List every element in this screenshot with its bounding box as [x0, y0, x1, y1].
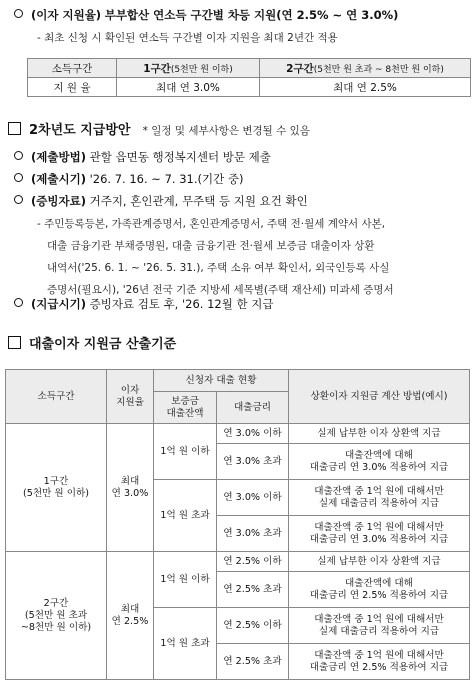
intro-item-label: (이자 지원율)	[31, 8, 102, 22]
document-list-line: 내역서('25. 6. 1. ~ '26. 5. 31.), 주택 소유 여부 확인서, 외국인등록 사실	[47, 262, 390, 274]
document-list-line: 증명서(필요시), '26년 전국 기준 지방세 세목별(주택 재산세) 미과세 증명서	[47, 284, 394, 296]
section2-item-text: 거주지, 혼인관계, 무주택 등 지원 요건 확인	[89, 194, 308, 208]
section2-item-label: (지급시기)	[31, 297, 86, 311]
header-rate-line: 지원율	[116, 396, 144, 408]
header-method: 상환이자 지원금 계산 방법(예시)	[289, 370, 470, 424]
table-row	[6, 424, 470, 444]
header-deposit-line: 보증금	[171, 395, 199, 407]
income-line: 1구간	[43, 475, 69, 487]
loan-rate-cell: 연 3.0% 이하	[217, 424, 289, 444]
section2-item-label: (증빙자료)	[31, 194, 86, 208]
method-line: 대출금리 연 3.0% 적용하여 지급	[309, 461, 449, 473]
section2-item	[14, 172, 243, 187]
method-line: 대출잔액에 대해	[345, 577, 413, 589]
circle-bullet-icon	[14, 195, 23, 204]
deposit-cell: 1억 원 초과	[154, 608, 217, 680]
square-bullet-icon	[8, 336, 21, 349]
method-cell	[289, 480, 470, 516]
circle-bullet-icon	[14, 173, 23, 182]
rate-cell	[107, 552, 154, 680]
section2-item-text: 증빙자료 검토 후, '26. 12월 한 지급	[89, 297, 274, 311]
section2-heading	[8, 122, 310, 139]
method-line: 대출잔액 중 1억 원에 대해서만	[314, 521, 444, 533]
table-row	[6, 552, 470, 572]
circle-bullet-icon	[14, 298, 23, 307]
method-cell	[289, 644, 470, 680]
header-bracket-1-name: 1구간	[143, 62, 171, 75]
loan-rate-cell: 연 3.0% 초과	[217, 516, 289, 552]
header-income-bracket: 소득구간	[28, 59, 117, 78]
method-cell	[289, 424, 470, 444]
method-line: 대출금리 연 2.5% 적용하여 지급	[309, 661, 449, 673]
loan-rate-cell: 연 2.5% 초과	[217, 644, 289, 680]
section2-item-text: 관할 읍면동 행정복지센터 방문 제출	[89, 150, 271, 164]
intro-sub-note: - 최초 신청 시 확인된 연소득 구간별 이자 지원을 최대 2년간 적용	[37, 32, 338, 44]
method-line: 실제 납부한 이자 상환액 지급	[317, 427, 441, 439]
section2-item	[14, 194, 308, 209]
header-bracket-2-range: (5천만 원 초과 ~ 8천만 원 이하)	[313, 64, 444, 75]
method-cell	[289, 572, 470, 608]
circle-bullet-icon	[14, 151, 23, 160]
loan-rate-cell: 연 2.5% 이하	[217, 608, 289, 644]
header-income: 소득구간	[6, 370, 107, 424]
subsidy-calculation-table	[5, 369, 470, 680]
header-bracket-1	[117, 59, 260, 78]
deposit-cell: 1억 원 초과	[154, 480, 217, 552]
header-deposit	[154, 392, 217, 424]
method-line: 대출금리 연 2.5% 적용하여 지급	[309, 589, 449, 601]
method-cell	[289, 444, 470, 480]
rate-cell	[107, 424, 154, 552]
header-deposit-line: 대출잔액	[166, 407, 204, 419]
income-line: (5천만 원 초과	[24, 609, 88, 621]
support-rate-bracket-1: 최대 연 3.0%	[117, 78, 260, 97]
header-bracket-1-range: (5천만 원 이하)	[170, 64, 233, 75]
support-rate-table	[27, 58, 471, 97]
header-rate-line: 이자	[120, 384, 140, 396]
header-rate	[107, 370, 154, 424]
section2-item	[14, 297, 273, 312]
header-bracket-2-name: 2구간	[286, 62, 314, 75]
rate-line: 연 2.5%	[111, 615, 149, 627]
method-line: 실제 대출금리 적용하여 지급	[318, 497, 440, 509]
circle-bullet-icon	[14, 9, 23, 18]
income-bracket-cell	[6, 552, 107, 680]
loan-rate-cell: 연 3.0% 이하	[217, 480, 289, 516]
support-rate-header-row	[28, 59, 471, 78]
method-line: 대출금리 연 3.0% 적용하여 지급	[309, 533, 449, 545]
income-line: (5천만 원 이하)	[22, 487, 90, 499]
loan-rate-cell: 연 2.5% 초과	[217, 572, 289, 608]
header-loan-status: 신청자 대출 현황	[154, 370, 289, 392]
rate-line: 최대	[120, 603, 140, 615]
income-line: ~8천만 원 이하)	[20, 621, 92, 633]
support-rate-row	[28, 78, 471, 97]
header-loan-rate: 대출금리	[217, 392, 289, 424]
section2-note: * 일정 및 세부사항은 변경될 수 있음	[142, 125, 310, 137]
income-bracket-cell	[6, 424, 107, 552]
method-line: 실제 납부한 이자 상환액 지급	[317, 555, 441, 567]
loan-rate-cell: 연 2.5% 이하	[217, 552, 289, 572]
section3-title: 대출이자 지원금 산출기준	[29, 337, 177, 352]
method-line: 대출잔액에 대해	[345, 449, 413, 461]
intro-item-text: 부부합산 연소득 구간별 차등 지원(연 2.5% ~ 연 3.0%)	[104, 8, 399, 22]
document-list-line: 대출 금융기관 부채증명원, 대출 금융기관 전·월세 보증금 대출이자 상환	[47, 240, 375, 252]
loan-rate-cell: 연 3.0% 초과	[217, 444, 289, 480]
section3-heading	[8, 336, 176, 352]
deposit-cell: 1억 원 이하	[154, 552, 217, 608]
support-rate-label: 지 원 율	[28, 78, 117, 97]
square-bullet-icon	[8, 122, 21, 135]
section2-item-text: '26. 7. 16. ~ 7. 31.(기간 중)	[89, 172, 244, 186]
header-bracket-2	[260, 59, 471, 78]
section2-item	[14, 150, 271, 165]
support-rate-bracket-2: 최대 연 2.5%	[260, 78, 471, 97]
rate-line: 최대	[120, 475, 140, 487]
section2-item-label: (제출시기)	[31, 172, 86, 186]
method-cell	[289, 552, 470, 572]
deposit-cell: 1억 원 이하	[154, 424, 217, 480]
income-line: 2구간	[43, 597, 69, 609]
method-cell	[289, 608, 470, 644]
section2-item-label: (제출방법)	[31, 150, 86, 164]
method-line: 실제 대출금리 적용하여 지급	[318, 625, 440, 637]
method-cell	[289, 516, 470, 552]
method-line: 대출잔액 중 1억 원에 대해서만	[314, 613, 444, 625]
section2-title: 2차년도 지급방안	[29, 123, 131, 138]
intro-item	[14, 8, 398, 23]
calc-header-row	[6, 370, 470, 392]
document-list-line: - 주민등록등본, 가족관계증명서, 혼인관계증명서, 주택 전·월세 계약서 사본,	[37, 218, 386, 230]
method-line: 대출잔액 중 1억 원에 대해서만	[314, 485, 444, 497]
rate-line: 연 3.0%	[111, 487, 149, 499]
method-line: 대출잔액 중 1억 원에 대해서만	[314, 649, 444, 661]
